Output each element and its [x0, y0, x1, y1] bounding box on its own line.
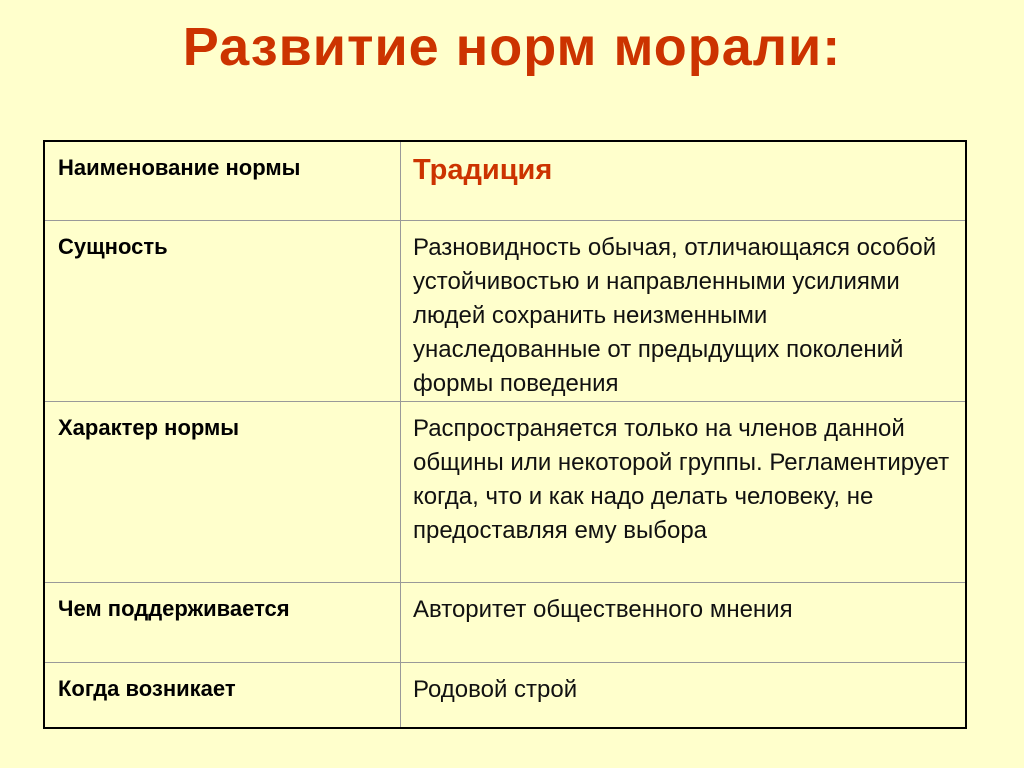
- support-label: Чем поддерживается: [44, 582, 401, 662]
- essence-label: Сущность: [44, 220, 401, 401]
- table-header-row: [44, 141, 966, 220]
- origin-label: Когда возникает: [44, 662, 401, 728]
- table-row-character: [44, 401, 966, 582]
- norms-table: [43, 140, 967, 729]
- table-row-essence: [44, 220, 966, 401]
- norm-name-value: Традиция: [401, 141, 967, 220]
- essence-value: Разновидность обычая, отличающаяся особой устойчивостью и направленными усилиями людей сохранить неизменными унаследованные от предыдущих поколений формы поведения: [401, 220, 967, 401]
- norm-name-label: Наименование нормы: [44, 141, 401, 220]
- character-value: Распространяется только на членов данной общины или некоторой группы. Регламентирует когда, что и как надо делать человеку, не предоставляя ему выбора: [401, 401, 967, 582]
- table-row-support: [44, 582, 966, 662]
- slide-title: Развитие норм морали:: [182, 17, 842, 77]
- support-value: Авторитет общественного мнения: [401, 582, 967, 662]
- character-label: Характер нормы: [44, 401, 401, 582]
- table-row-origin: [44, 662, 966, 728]
- origin-value: Родовой строй: [401, 662, 967, 728]
